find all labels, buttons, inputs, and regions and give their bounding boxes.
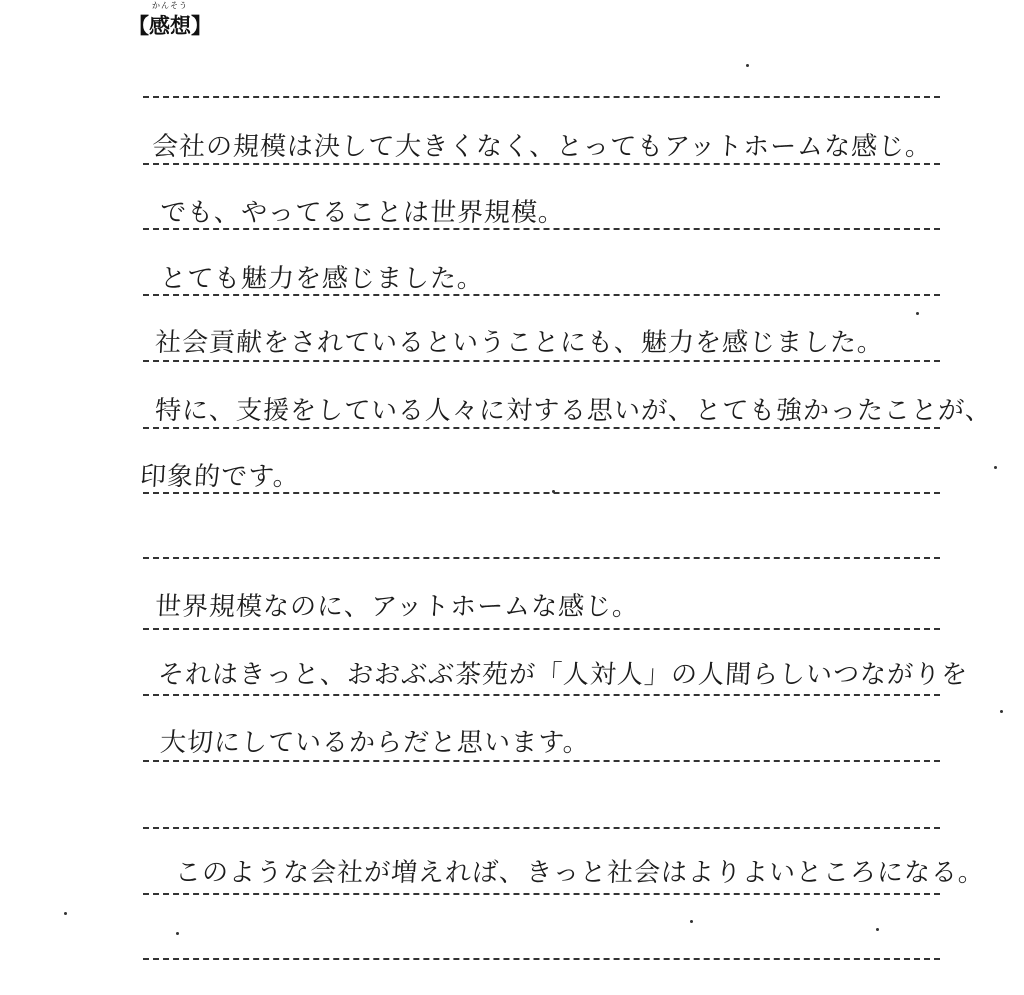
scan-speck (994, 466, 997, 469)
handwritten-line-12: このような会社が増えれば、きっと社会はよりよいところになる。 (174, 858, 986, 888)
ruled-line-12 (143, 827, 940, 829)
ruled-line-7 (143, 492, 940, 494)
scan-speck (876, 928, 879, 931)
heading-bracket-close: 】 (191, 14, 212, 38)
scan-speck (916, 312, 919, 315)
heading-bracket-open: 【 (128, 14, 149, 38)
ruled-line-2 (143, 163, 940, 165)
scan-speck (746, 64, 749, 67)
handwritten-line-4: 社会貢献をされているということにも、魅力を感じました。 (154, 328, 885, 358)
ruled-line-9 (143, 628, 940, 630)
handwritten-line-1: 会社の規模は決して大きくなく、とってもアットホームな感じ。 (151, 132, 933, 162)
ruled-line-4 (143, 294, 940, 296)
scan-speck (176, 932, 179, 935)
ruled-line-6 (143, 427, 940, 429)
ruled-line-13 (143, 893, 940, 895)
heading-furigana: かんそう (152, 1, 188, 10)
scan-speck (552, 490, 555, 493)
ruled-line-1 (143, 96, 940, 98)
handwritten-line-2: でも、やってることは世界規模。 (159, 198, 566, 228)
scan-speck (690, 920, 693, 923)
handwritten-line-5: 特に、支援をしている人々に対する思いが、とても強かったことが、 (154, 396, 993, 426)
ruled-line-5 (143, 360, 940, 362)
ruled-line-14 (143, 958, 940, 960)
scan-speck (1000, 710, 1003, 713)
ruled-line-10 (143, 694, 940, 696)
heading-title-wrap (149, 1, 191, 40)
section-heading (128, 1, 212, 40)
handwritten-line-10: 大切にしているからだと思います。 (159, 728, 591, 758)
scan-speck (64, 912, 67, 915)
ruled-line-3 (143, 228, 940, 230)
handwritten-line-9: それはきっと、おおぶぶ茶苑が「人対人」の人間らしいつながりを (157, 660, 969, 690)
handwritten-line-3: とても魅力を感じました。 (159, 264, 485, 294)
handwritten-line-6: 印象的です。 (139, 462, 301, 492)
ruled-line-8 (143, 557, 940, 559)
ruled-line-11 (143, 760, 940, 762)
handwritten-line-8: 世界規模なのに、アットホームな感じ。 (154, 592, 640, 622)
heading-title: 感想 (149, 14, 191, 38)
